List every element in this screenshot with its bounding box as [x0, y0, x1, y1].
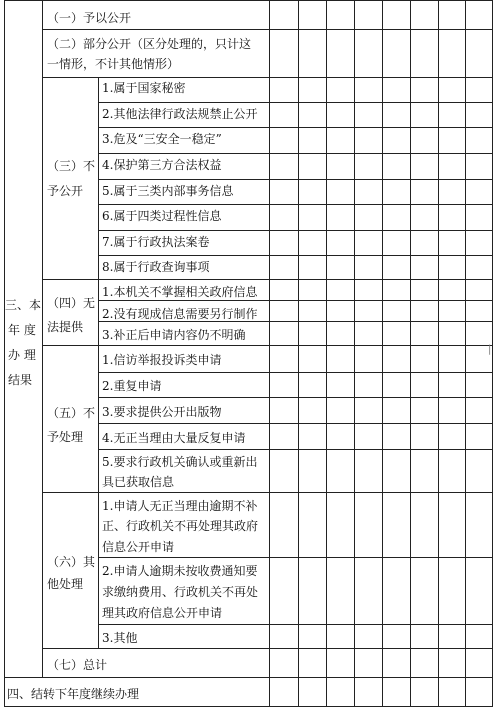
grid-line [42, 0, 43, 678]
item-enforcement-files: 7.属于行政执法案卷 [102, 235, 210, 249]
item-petition: 1.信访举报投诉类申请 [102, 353, 222, 367]
grid-line [98, 77, 99, 649]
section-four-title: 四、结转下年度继续办理 [7, 687, 140, 701]
grid-line [492, 0, 493, 707]
grid-line [4, 0, 493, 1]
item-process-info: 6.属于四类过程性信息 [102, 209, 222, 223]
grid-line [98, 372, 493, 373]
page-edge-mark: | [488, 344, 492, 355]
item-confirm-reissue-line2: 具已获取信息 [102, 475, 175, 489]
grid-line [298, 0, 299, 707]
row-granted-label: （一）予以公开 [47, 11, 132, 25]
group-cannot-provide-label-line2: 法提供 [47, 320, 84, 334]
section-three-title-line4: 结果 [8, 373, 33, 387]
grid-line [354, 0, 355, 707]
item-overdue-supplement-line1: 1.申请人无正当理由逾期不补 [102, 499, 258, 513]
section-three-title-line1: 三、本 [5, 298, 42, 312]
item-other: 3.其他 [102, 631, 138, 645]
group-not-processed-label-line1: （五）不 [47, 406, 96, 420]
item-internal-affairs: 5.属于三类内部事务信息 [102, 184, 234, 198]
grid-line [326, 0, 327, 707]
item-still-unclear: 3.补正后申请内容仍不明确 [102, 328, 246, 342]
group-cannot-provide-label-line1: （四）无 [47, 296, 96, 310]
item-repeated-requests: 4.无正当理由大量反复申请 [102, 431, 246, 445]
row-partial-label-line1: （二）部分公开（区分处理的，只计这 [47, 37, 252, 51]
item-confirm-reissue-line1: 5.要求行政机关确认或重新出 [102, 455, 258, 469]
grid-line [269, 0, 270, 707]
group-other-label-line1: （六）其 [47, 555, 96, 569]
item-inquiry-matters: 8.属于行政查询事项 [102, 260, 210, 274]
item-overdue-fee-line3: 理其政府信息公开申请 [102, 606, 223, 620]
item-third-party: 4.保护第三方合法权益 [102, 158, 222, 172]
section-three-title-line3: 办 理 [8, 348, 36, 362]
item-overdue-supplement-line3: 信息公开申请 [102, 540, 175, 554]
item-state-secret: 1.属于国家秘密 [102, 81, 186, 95]
item-needs-creation: 2.没有现成信息需要另行制作 [102, 307, 258, 321]
item-overdue-fee-line2: 求缴纳费用、行政机关不再处 [102, 585, 259, 599]
grid-line [382, 0, 383, 707]
item-publications: 3.要求提供公开出版物 [102, 405, 222, 419]
group-not-processed-label-line2: 予处理 [47, 430, 84, 444]
item-law-prohibited: 2.其他法律行政法规禁止公开 [102, 107, 258, 121]
grid-line [4, 0, 5, 707]
item-overdue-supplement-line2: 正、行政机关不再处理其政府 [102, 519, 259, 533]
group-not-disclosed-label-line2: 予公开 [47, 184, 84, 198]
item-not-held: 1.本机关不掌握相关政府信息 [102, 285, 258, 299]
section-three-title-line2: 年 度 [8, 323, 36, 337]
item-three-security: 3.危及“三安全一稳定” [102, 132, 222, 146]
group-other-label-line2: 他处理 [47, 577, 84, 591]
row-total-label: （七）总计 [47, 658, 108, 672]
grid-line [465, 0, 466, 707]
grid-line [4, 706, 493, 707]
row-partial-label-line2: 一情形，不计其他情形） [47, 57, 180, 71]
grid-line [4, 677, 493, 678]
item-duplicate: 2.重复申请 [102, 379, 162, 393]
group-not-disclosed-label-line1: （三）不 [47, 159, 96, 173]
grid-line [438, 0, 439, 707]
grid-line [410, 0, 411, 707]
item-overdue-fee-line1: 2.申请人逾期未按收费通知要 [102, 564, 258, 578]
